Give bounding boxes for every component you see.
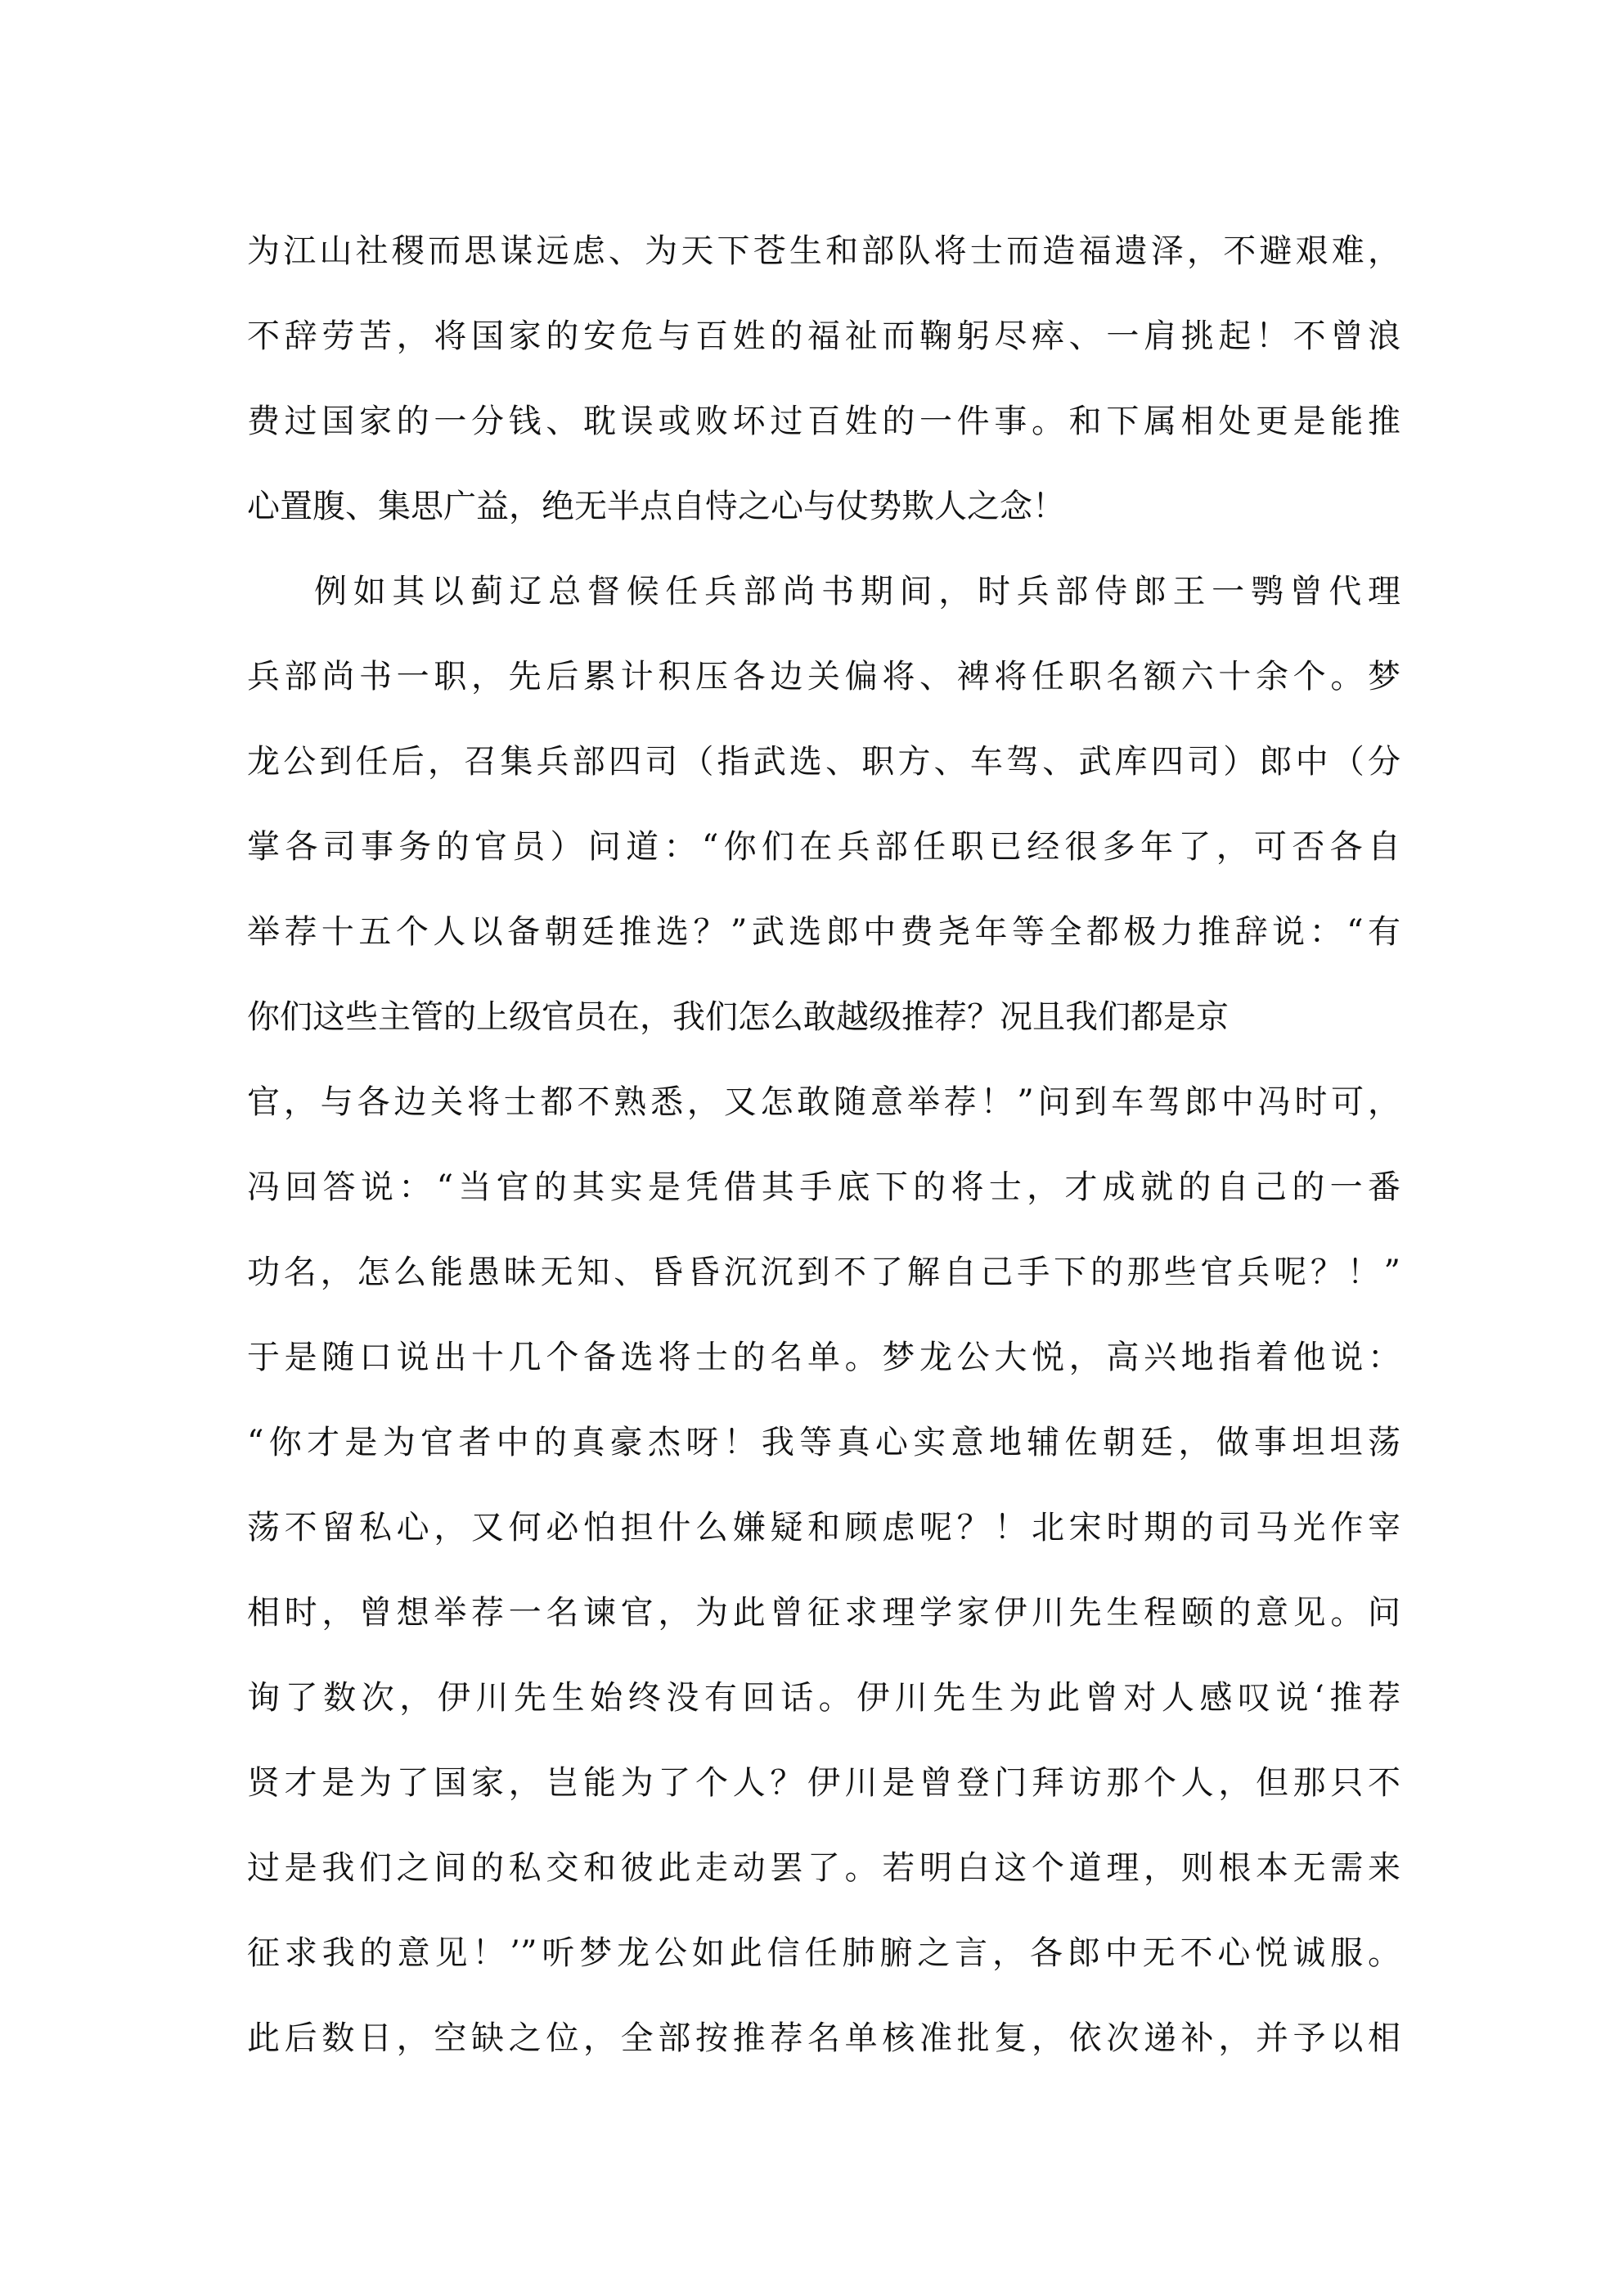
text-line: 相时，曾想举荐一名谏官，为此曾征求理学家伊川先生程颐的意见。问 bbox=[247, 1594, 1400, 1632]
text-line: “你才是为官者中的真豪杰呀！我等真心实意地辅佐朝廷，做事坦坦荡 bbox=[247, 1424, 1400, 1461]
text-line: 例如其以蓟辽总督候任兵部尚书期间，时兵部侍郎王一鹗曾代理 bbox=[314, 573, 1400, 610]
text-line: 不辞劳苦，将国家的安危与百姓的福祉而鞠躬尽瘁、一肩挑起！不曾浪 bbox=[247, 317, 1400, 355]
text-line: 你们这些主管的上级官员在，我们怎么敢越级推荐？况且我们都是京 bbox=[247, 998, 1229, 1036]
text-line: 冯回答说：“当官的其实是凭借其手底下的将士，才成就的自己的一番 bbox=[247, 1168, 1400, 1206]
text-line: 掌各司事务的官员）问道：“你们在兵部任职已经很多年了，可否各自 bbox=[247, 828, 1400, 866]
text-line: 征求我的意见！’”听梦龙公如此信任肺腑之言，各郎中无不心悦诚服。 bbox=[247, 1934, 1400, 1972]
text-line: 此后数日，空缺之位，全部按推荐名单核准批复，依次递补，并予以相 bbox=[247, 2019, 1400, 2057]
text-line: 过是我们之间的私交和彼此走动罢了。若明白这个道理，则根本无需来 bbox=[247, 1849, 1400, 1887]
text-line: 心置腹、集思广益，绝无半点自恃之心与仗势欺人之念！ bbox=[247, 488, 1065, 525]
text-line: 贤才是为了国家，岂能为了个人？伊川是曾登门拜访那个人，但那只不 bbox=[247, 1764, 1400, 1802]
text-line: 荡不留私心，又何必怕担什么嫌疑和顾虑呢？！北宋时期的司马光作宰 bbox=[247, 1509, 1400, 1546]
text-line: 举荐十五个人以备朝廷推选？”武选郎中费尧年等全都极力推辞说：“有 bbox=[247, 913, 1400, 951]
text-line: 兵部尚书一职，先后累计积压各边关偏将、裨将任职名额六十余个。梦 bbox=[247, 658, 1400, 696]
text-line: 询了数次，伊川先生始终没有回话。伊川先生为此曾对人感叹说‘推荐 bbox=[247, 1679, 1400, 1717]
text-line: 为江山社稷而思谋远虑、为天下苍生和部队将士而造福遗泽，不避艰难， bbox=[247, 232, 1400, 270]
text-line: 龙公到任后，召集兵部四司（指武选、职方、车驾、武库四司）郎中（分 bbox=[247, 743, 1400, 781]
text-line: 功名，怎么能愚昧无知、昏昏沉沉到不了解自己手下的那些官兵呢？！” bbox=[247, 1254, 1400, 1291]
text-line: 于是随口说出十几个备选将士的名单。梦龙公大悦，高兴地指着他说： bbox=[247, 1339, 1400, 1376]
text-line: 费过国家的一分钱、耽误或败坏过百姓的一件事。和下属相处更是能推 bbox=[247, 403, 1400, 440]
document-page bbox=[247, 209, 1400, 2081]
text-line: 官，与各边关将士都不熟悉，又怎敢随意举荐！”问到车驾郎中冯时可， bbox=[247, 1083, 1400, 1121]
